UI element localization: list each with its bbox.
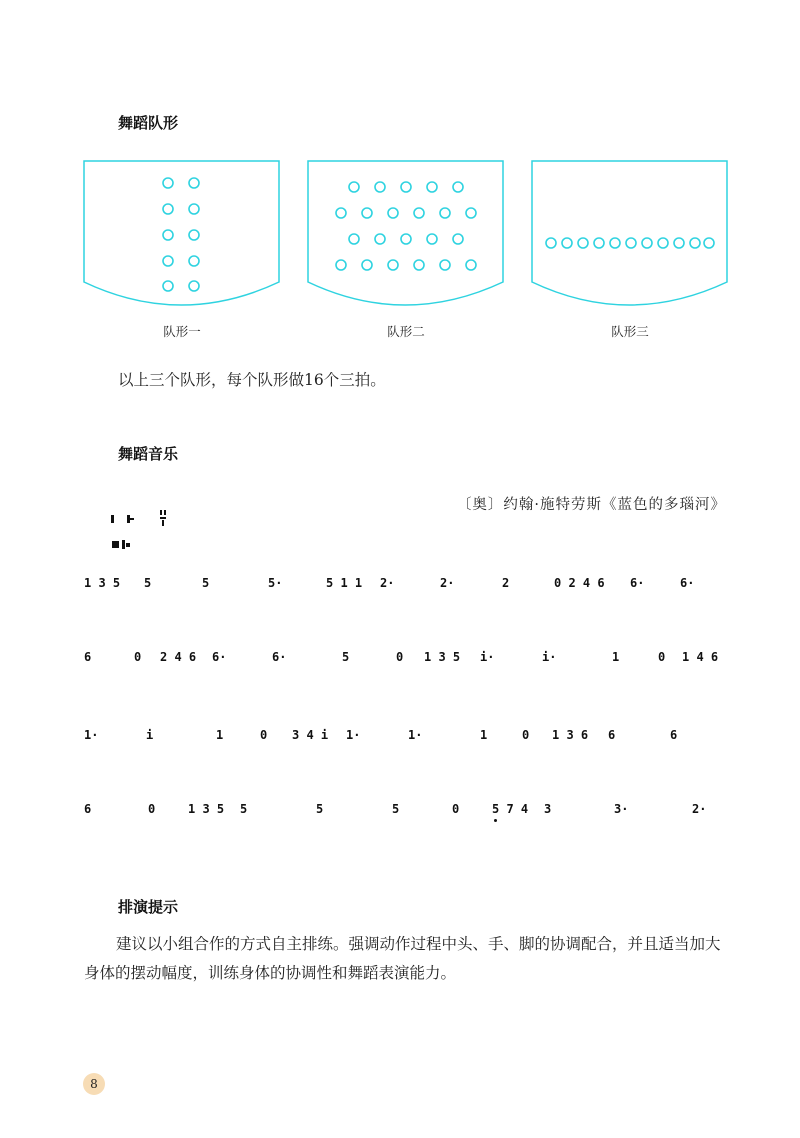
formation-diagram-1: [83, 160, 281, 310]
section-title-music: 舞蹈音乐: [118, 445, 179, 463]
section-title-rehearsal: 排演提示: [118, 898, 179, 916]
dancer-dots: [163, 178, 199, 291]
formation-note: 以上三个队形，每个队形做16个三拍。: [118, 371, 386, 389]
dancer-dots: [546, 238, 714, 248]
page-number: 8: [83, 1073, 105, 1095]
rehearsal-text: 建议以小组合作的方式自主排练。强调动作过程中头、手、脚的协调配合，并且适当加大身体的摆动幅度，训练身体的协调性和舞蹈表演能力。: [84, 935, 721, 982]
formation-diagram-2: [307, 160, 505, 310]
dancer-dots: [336, 182, 476, 270]
formation-label-2: 队形二: [387, 324, 425, 339]
score-line-2: 6 0 2 4 6 6· 6· 5 0 1 3 5 i· i· 1 0 1 4 6: [84, 650, 719, 664]
score-line-1: 1 3 5 5 5 5· 5 1 1 2· 2· 2 0 2 4 6 6· 6·: [84, 576, 695, 590]
formation-label-3: 队形三: [611, 324, 649, 339]
formation-label-1: 队形一: [163, 324, 201, 339]
score-line-3: 1· i 1 0 3 4 i 1· 1· 1 0 1 3 6 6 6: [84, 728, 678, 742]
music-source: 〔奥〕约翰·施特劳斯《蓝色的多瑙河》: [456, 497, 726, 513]
formation-diagram-3: [531, 160, 729, 310]
score-line-4: 6 0 1 3 5 5 5 5 0 5 7 4 3 3· 2·: [84, 802, 724, 826]
section-title-formation: 舞蹈队形: [118, 114, 179, 132]
